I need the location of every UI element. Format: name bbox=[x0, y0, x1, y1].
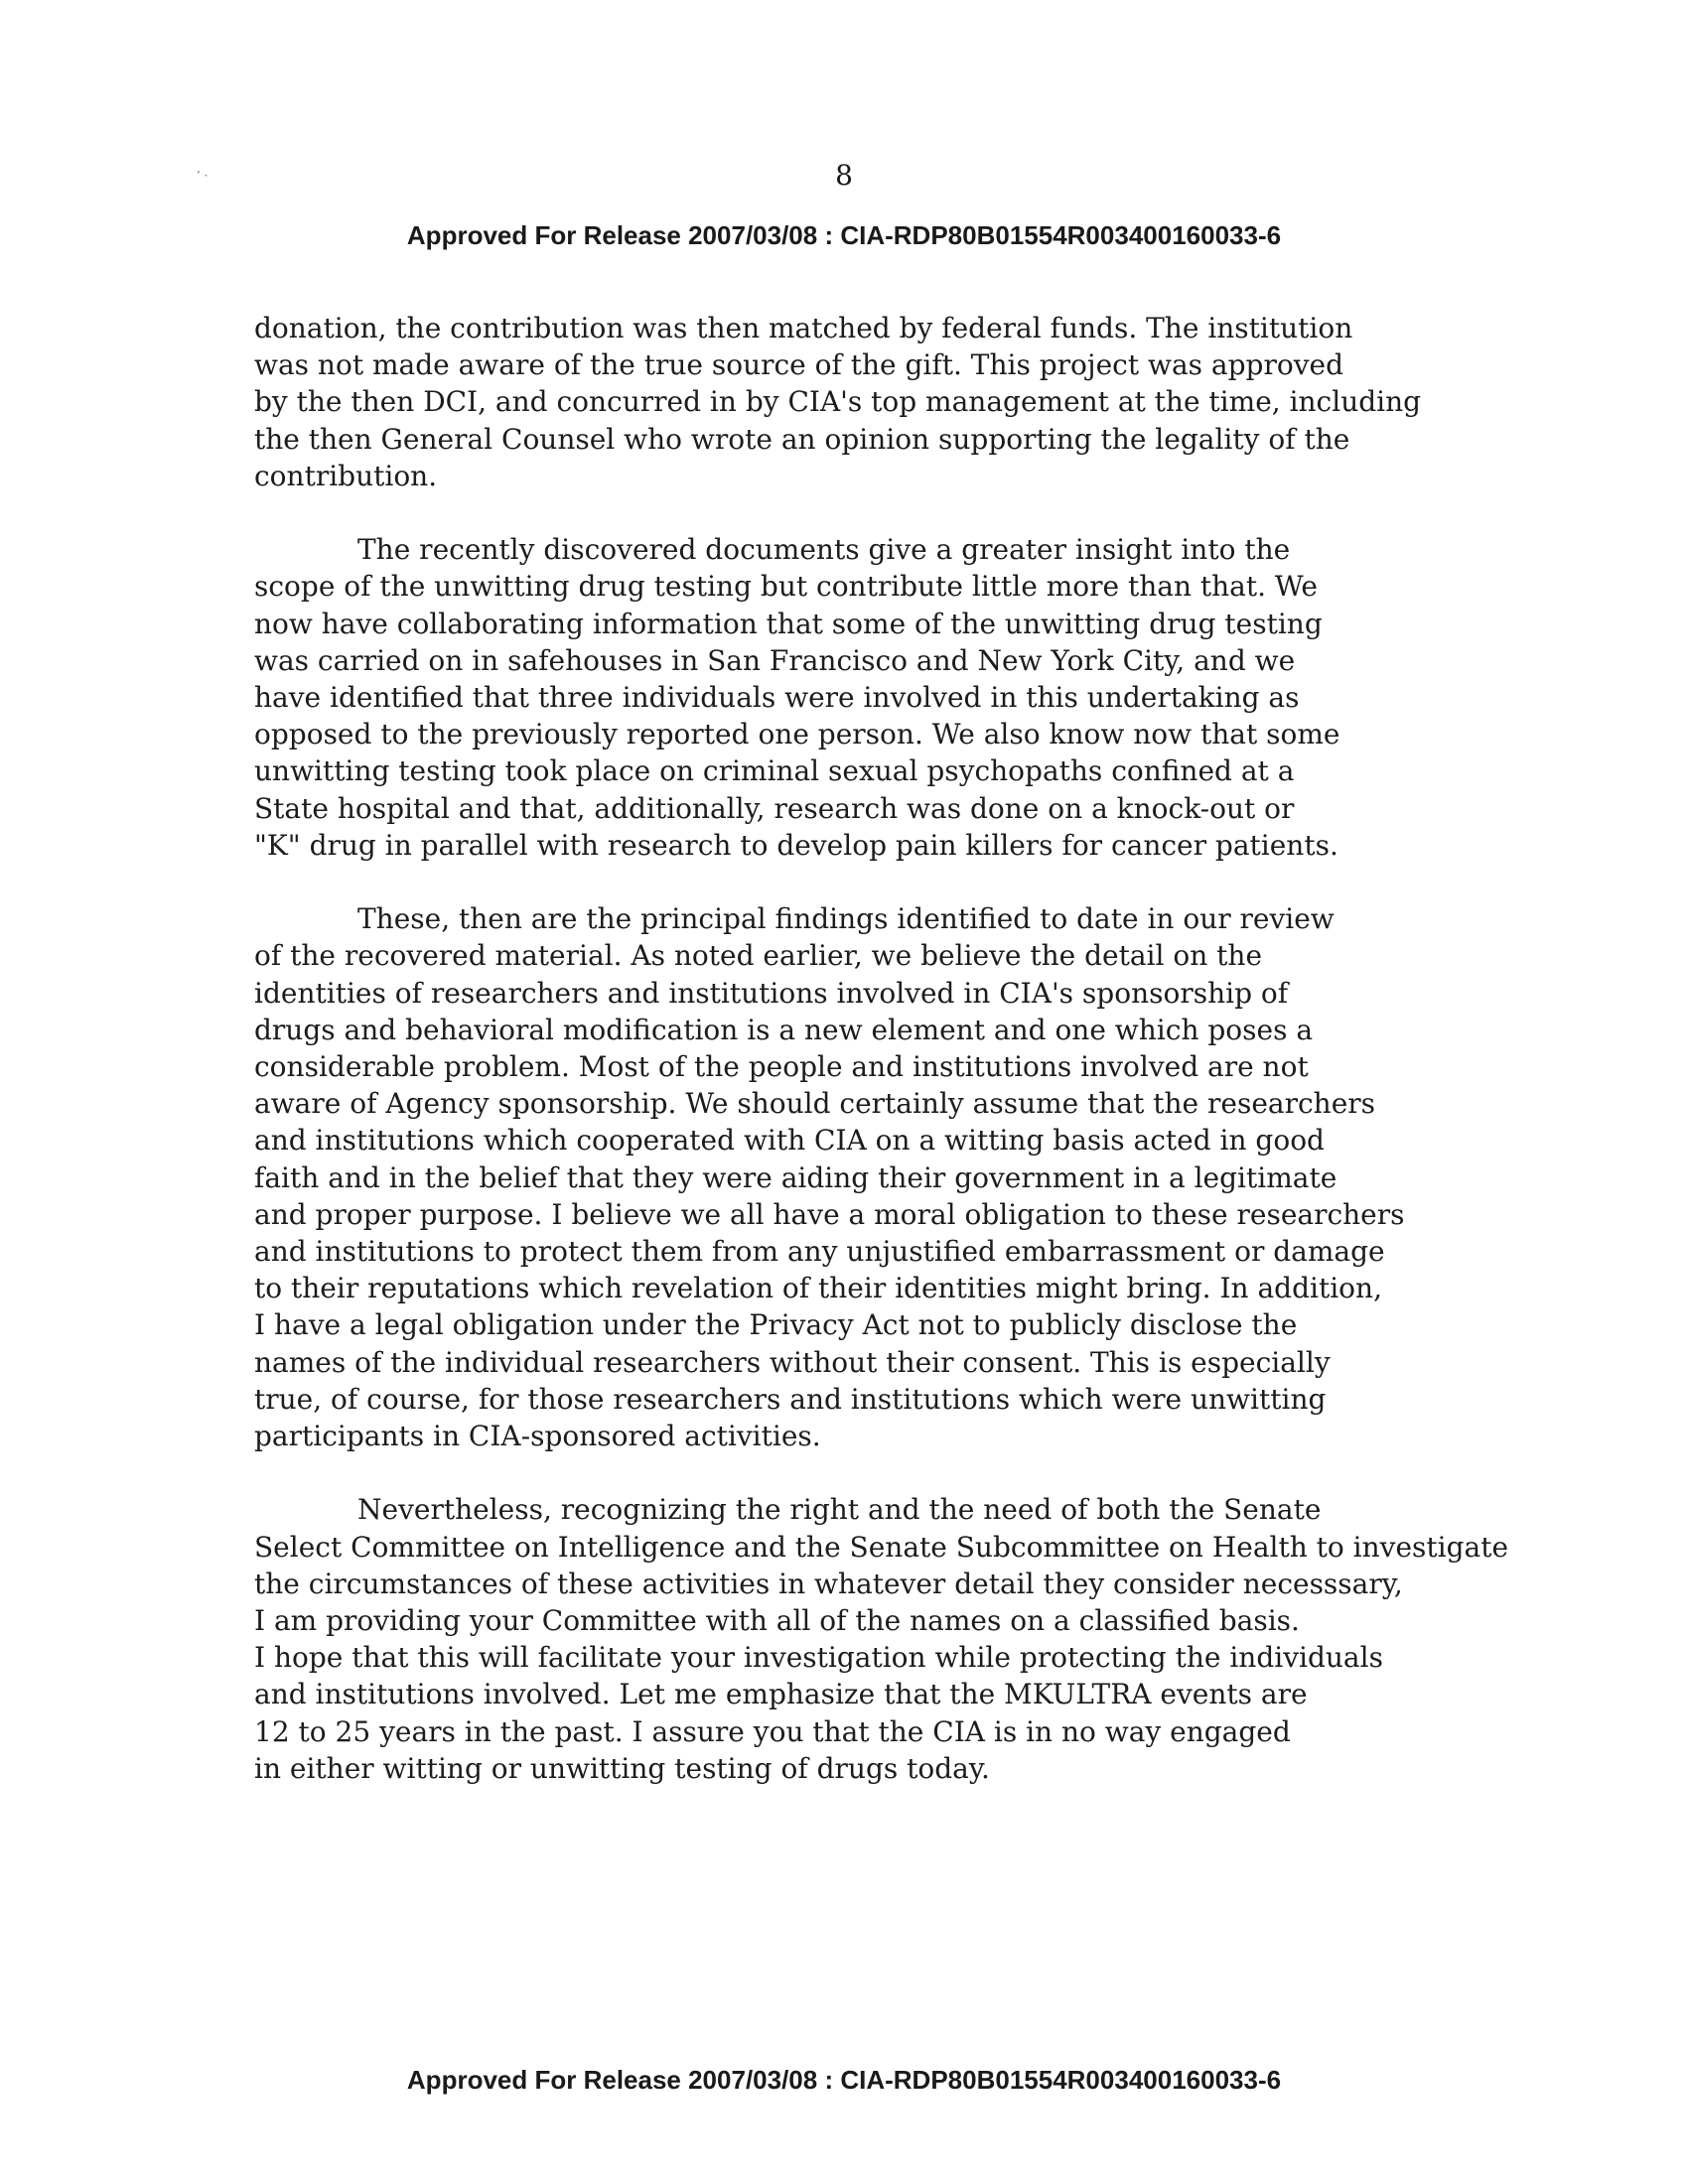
paragraph-principal-findings: These, then are the principal findings identified to date in our review of the recovered material. As noted earlier, we believe the detail on the identities of researchers and institutions involved in CIA's sponsorship of drugs and behavioral modification is a new element and one which poses a considerable problem. Most of the people and institutions involved are not aware of Agency sponsorship. We should certainly assume that the researchers and institutions which cooperated with CIA on a witting basis acted in good faith and in the belief that they were aiding their government in a legitimate and proper purpose. I believe we all have a moral obligation to these researchers and institutions to protect them from any unjustified embarrassment or damage to their reputations which revelation of their identities might bring. In addition, I have a legal obligation under the Privacy Act not to publicly disclose the names of the individual researchers without their consent. This is especially true, of course, for those researchers and institutions which were unwitting participants in CIA-sponsored activities. bbox=[254, 902, 1405, 1453]
scan-speck: ’ · bbox=[197, 169, 209, 183]
page-number: 8 bbox=[835, 159, 853, 192]
letter-body bbox=[254, 310, 1595, 1824]
paragraph-nevertheless: Nevertheless, recognizing the right and the need of both the Senate Select Committee on Intelligence and the Senate Subcommittee on Health to investigate the circumstances of these activities in whatever detail they consider necesssary, I am providing your Committee with all of the names on a classified basis. I hope that this will facilitate your investigation while protecting the individuals and institutions involved. Let me emphasize that the MKULTRA events are 12 to 25 years in the past. I assure you that the CIA is in no way engaged in either witting or unwitting testing of drugs today. bbox=[254, 1493, 1509, 1785]
release-footer: Approved For Release 2007/03/08 : CIA-RDP80B01554R003400160033-6 bbox=[406, 2065, 1282, 2095]
paragraph-discovered-documents: The recently discovered documents give a greater insight into the scope of the unwitting drug testing but contribute little more than that. We now have collaborating information that some of the unwitting drug testing was carried on in safehouses in San Francisco and New York City, and we have identified that three individuals were involved in this undertaking as opposed to the previously reported one person. We also know now that some unwitting testing took place on criminal sexual psychopaths confined at a State hospital and that, additionally, research was done on a knock-out or "K" drug in parallel with research to develop pain killers for cancer patients. bbox=[254, 533, 1340, 862]
paragraph-continuation: donation, the contribution was then matched by federal funds. The institution was not made aware of the true source of the gift. This project was approved by the then DCI, and concurred in by CIA's top management at the time, including the then General Counsel who wrote an opinion supporting the legality of the contribution. bbox=[254, 312, 1422, 492]
release-header: Approved For Release 2007/03/08 : CIA-RDP80B01554R003400160033-6 bbox=[406, 220, 1282, 250]
